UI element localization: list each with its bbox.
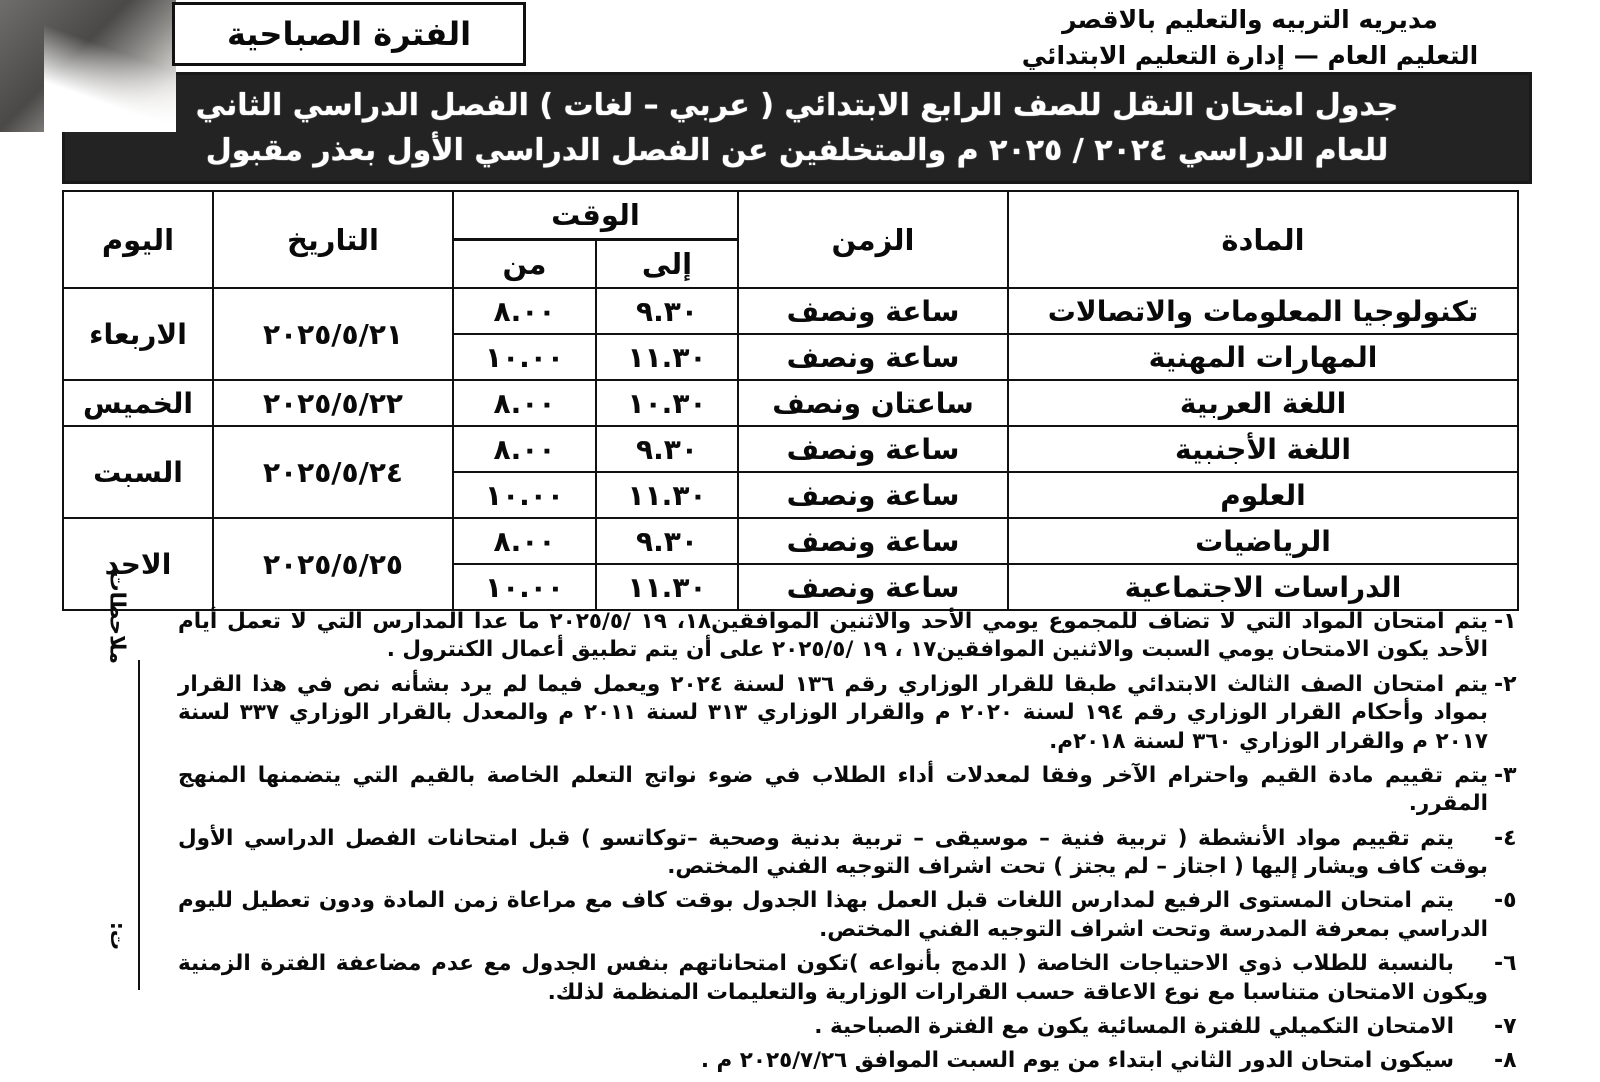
subject-cell: اللغة الأجنبية <box>1008 426 1518 472</box>
margin-notes-marker <box>86 570 146 990</box>
day-cell: الخميس <box>63 380 213 426</box>
note-number: ٣- <box>1494 762 1517 788</box>
date-cell: ٢٠٢٥/٥/٢٢ <box>213 380 453 426</box>
subject-cell: المهارات المهنية <box>1008 334 1518 380</box>
note-number: ٨- <box>1494 1048 1517 1074</box>
title-banner <box>62 72 1532 184</box>
document-header <box>940 2 1560 75</box>
note-text: الامتحان التكميلي للفترة المسائية يكون مع الفترة الصباحية . <box>814 1013 1454 1039</box>
note-number: ٥- <box>1494 888 1517 914</box>
duration-cell: ساعة ونصف <box>738 288 1008 334</box>
to-cell: ١١.٣٠ <box>596 564 738 610</box>
table-row <box>63 426 1518 472</box>
note-number: ٤- <box>1494 825 1517 851</box>
day-cell: السبت <box>63 426 213 518</box>
note-number: ٦- <box>1494 951 1517 977</box>
subject-cell: اللغة العربية <box>1008 380 1518 426</box>
table-row <box>63 288 1518 334</box>
title-line-1: جدول امتحان النقل للصف الرابع الابتدائي ( عربي – لغات ) الفصل الدراسي الثاني <box>195 87 1399 123</box>
from-cell: ١٠.٠٠ <box>453 334 596 380</box>
header-date: التاريخ <box>213 191 453 288</box>
table-row <box>63 518 1518 564</box>
note-number: ١- <box>1494 609 1517 634</box>
from-cell: ١٠.٠٠ <box>453 472 596 518</box>
note-item <box>178 1013 1538 1041</box>
table-head <box>63 191 1518 288</box>
note-item <box>178 608 1538 665</box>
general-education-line: التعليم العام — إدارة التعليم الابتدائي <box>1021 41 1479 71</box>
note-number: ٢- <box>1494 671 1517 697</box>
duration-cell: ساعة ونصف <box>738 426 1008 472</box>
note-item <box>178 671 1538 756</box>
to-cell: ٩.٣٠ <box>596 518 738 564</box>
title-line-2: للعام الدراسي ٢٠٢٤ / ٢٠٢٥ م والمتخلفين عن الفصل الدراسي الأول بعذر مقبول <box>205 133 1389 168</box>
note-item <box>178 950 1538 1007</box>
note-item <box>178 825 1538 882</box>
note-item <box>178 762 1538 819</box>
note-text: يتم امتحان المواد التي لا تضاف للمجموع يومي الأحد والاثنين الموافقين١٨، ١٩ /٢٠٢٥/٥ ما عدا المدارس التي لا تعمل أيام الأحد يكون الامتحان يومي السبت والاثنين الموافقين١٧ ، ١٩ /٢٠٢٥/٥ على أن يتم تطبيق أعمال الكنترول . <box>178 609 1489 663</box>
duration-cell: ساعة ونصف <box>738 472 1008 518</box>
date-cell: ٢٠٢٥/٥/٢٥ <box>213 518 453 610</box>
note-text: يتم امتحان الصف الثالث الابتدائي طبقا للقرار الوزاري رقم ١٣٦ لسنة ٢٠٢٤ ويعمل فيما لم يرد بشأنه نص في هذا القرار بمواد وأحكام القرار الوزاري رقم ١٩٤ لسنة ٢٠٢٠ م والقرار الوزاري ٣١٣ لسنة ٢٠١١ م والمعدل بالقرار الوزاري ٣٣٧ لسنة ٢٠١٧ م والقرار الوزاري ٣٦٠ لسنة ٢٠١٨م. <box>178 671 1488 754</box>
subject-cell: تكنولوجيا المعلومات والاتصالات <box>1008 288 1518 334</box>
date-cell: ٢٠٢٥/٥/٢٤ <box>213 426 453 518</box>
table-body <box>63 288 1518 610</box>
note-text: يتم امتحان المستوى الرفيع لمدارس اللغات قبل العمل بهذا الجدول بوقت كاف مع مراعاة زمن المادة ودون تعطيل لليوم الدراسي بمعرفة المدرسة وتحت اشراف التوجيه الفني المختص. <box>178 888 1488 942</box>
header-duration: الزمن <box>738 191 1008 288</box>
note-item <box>178 1047 1538 1075</box>
schedule-table-container <box>64 190 1519 611</box>
day-cell: الاحد <box>63 518 213 610</box>
header-row-top <box>63 191 1518 240</box>
duration-cell: ساعة ونصف <box>738 564 1008 610</box>
ministry-directorate-line: مديريه التربيه والتعليم بالاقصر <box>1062 5 1438 34</box>
from-cell: ٨.٠٠ <box>453 518 596 564</box>
header-subject: المادة <box>1008 191 1518 288</box>
notes-section <box>178 608 1538 1082</box>
subject-cell: الدراسات الاجتماعية <box>1008 564 1518 610</box>
margin-notes-label: ملاحظات <box>106 570 130 664</box>
from-cell: ١٠.٠٠ <box>453 564 596 610</box>
to-cell: ٩.٣٠ <box>596 288 738 334</box>
duration-cell: ساعتان ونصف <box>738 380 1008 426</box>
table-row <box>63 380 1518 426</box>
duration-cell: ساعة ونصف <box>738 518 1008 564</box>
to-cell: ٩.٣٠ <box>596 426 738 472</box>
to-cell: ١٠.٣٠ <box>596 380 738 426</box>
note-text: سيكون امتحان الدور الثاني ابتداء من يوم السبت الموافق ٢٠٢٥/٧/٢٦ م . <box>700 1048 1454 1074</box>
to-cell: ١١.٣٠ <box>596 472 738 518</box>
note-text: يتم تقييم مادة القيم واحترام الآخر وفقا لمعدلات أداء الطلاب في ضوء نواتج التعلم الخاصة بالقيم التي يتضمنها المنهج المقرر. <box>178 762 1488 817</box>
margin-notes-label-bottom: ت: <box>106 921 130 950</box>
subject-cell: الرياضيات <box>1008 518 1518 564</box>
margin-vertical-line <box>138 660 140 990</box>
exam-schedule-table <box>62 190 1519 611</box>
header-time-from: من <box>453 240 596 289</box>
subject-cell: العلوم <box>1008 472 1518 518</box>
header-time-to: إلى <box>596 240 738 289</box>
from-cell: ٨.٠٠ <box>453 380 596 426</box>
note-item <box>178 887 1538 944</box>
to-cell: ١١.٣٠ <box>596 334 738 380</box>
header-day: اليوم <box>63 191 213 288</box>
note-number: ٧- <box>1494 1013 1517 1039</box>
morning-period-label: الفترة الصباحية <box>226 15 472 53</box>
note-text: يتم تقييم مواد الأنشطة ( تربية فنية – موسيقى – تربية بدنية وصحية –توكاتسو ) قبل امتحانات الفصل الدراسي الأول بوقت كاف ويشار إليها ( اجتاز – لم يجتز ) تحت اشراف التوجيه الفني المختص. <box>178 825 1488 879</box>
date-cell: ٢٠٢٥/٥/٢١ <box>213 288 453 380</box>
morning-period-box <box>172 2 526 66</box>
from-cell: ٨.٠٠ <box>453 288 596 334</box>
duration-cell: ساعة ونصف <box>738 334 1008 380</box>
day-cell: الاربعاء <box>63 288 213 380</box>
header-time: الوقت <box>453 191 738 240</box>
note-text: بالنسبة للطلاب ذوي الاحتياجات الخاصة ( الدمج بأنواعه )تكون امتحاناتهم بنفس الجدول مع عدم مضاعفة الفترة الزمنية ويكون الامتحان متناسبا مع نوع الاعاقة حسب القرارات الوزارية والتعليمات المنظمة لذلك. <box>178 951 1488 1005</box>
from-cell: ٨.٠٠ <box>453 426 596 472</box>
